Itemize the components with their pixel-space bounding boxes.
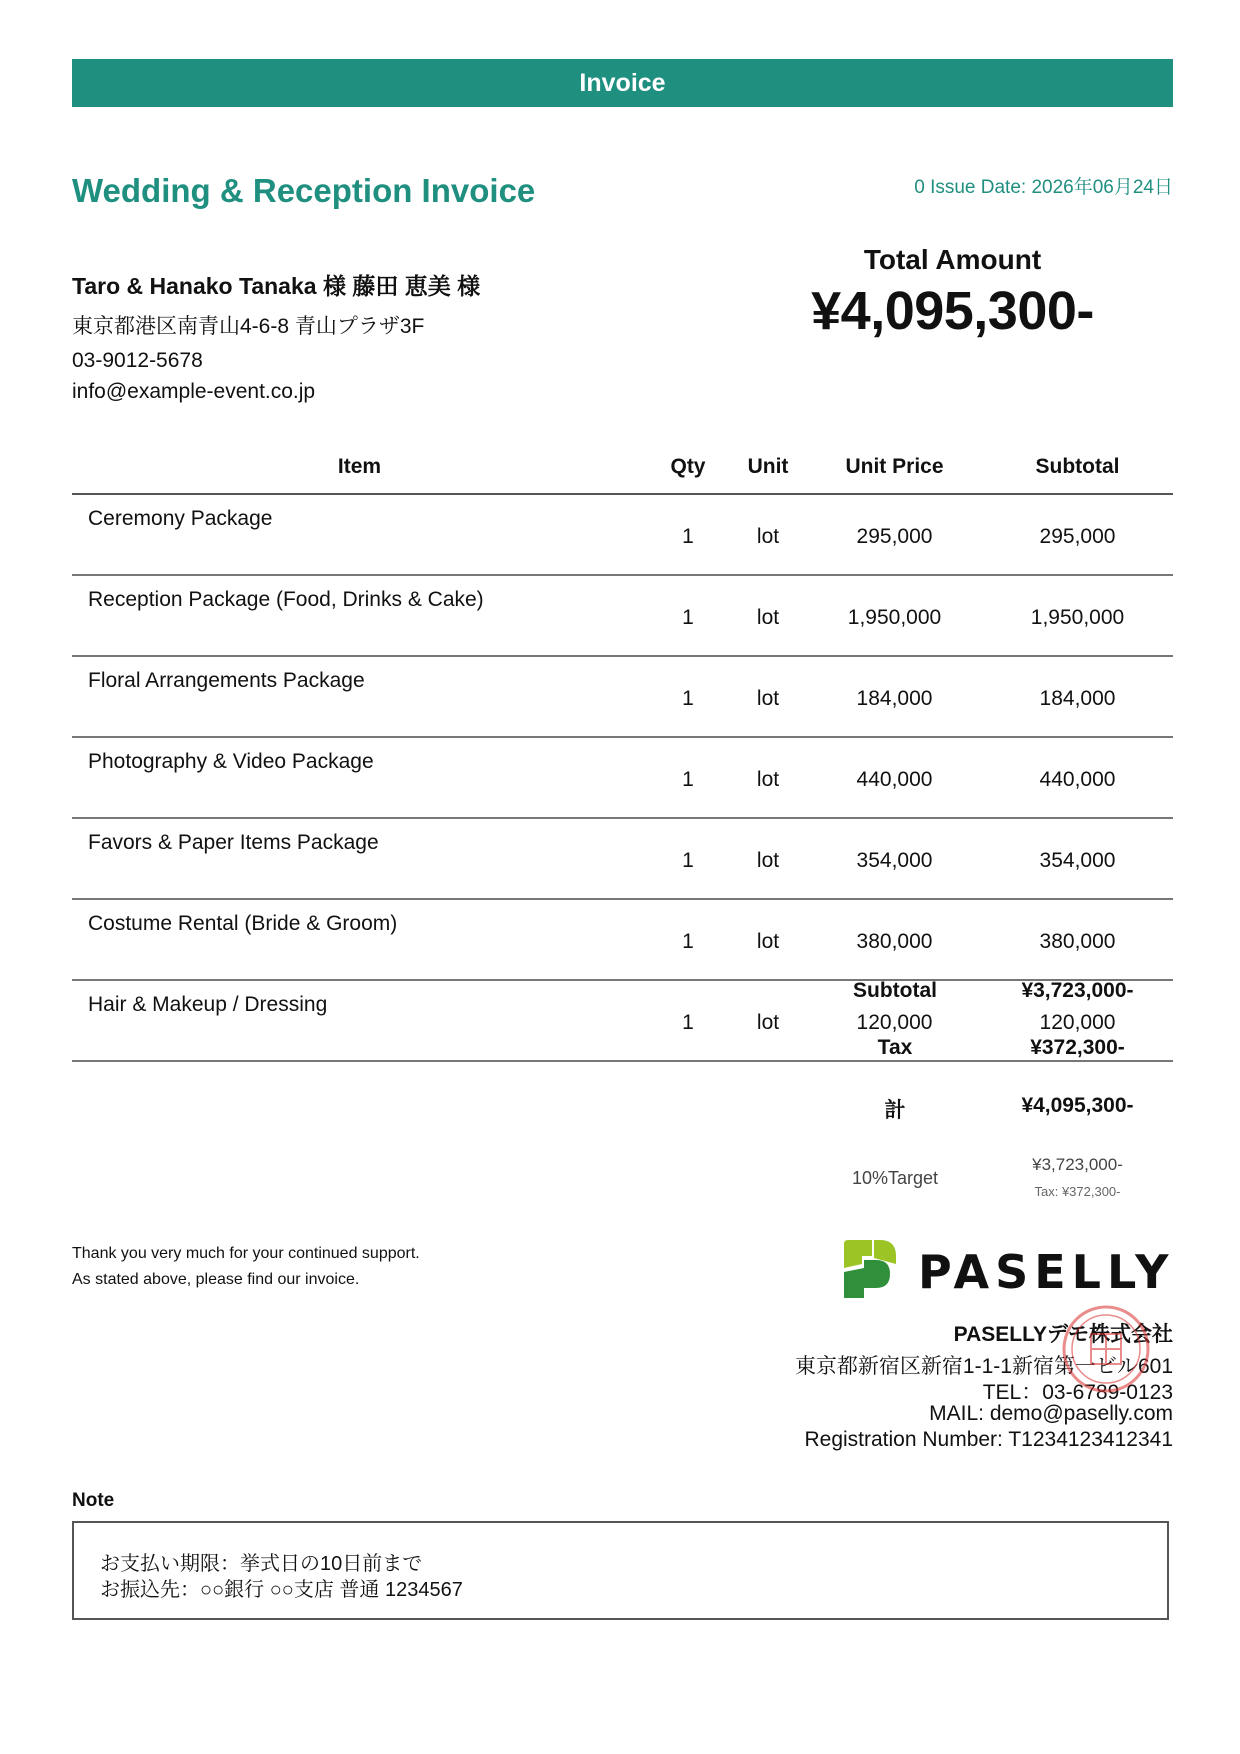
item-unit-price: 440,000 <box>807 737 982 818</box>
total-amount-label: Total Amount <box>863 244 1042 275</box>
item-unit: lot <box>729 575 807 656</box>
total-amount-value: ¥4,095,300- <box>811 281 1094 341</box>
client-phone: 03-9012-5678 <box>72 349 203 372</box>
paselly-logo-text: PASELLY <box>918 1245 1174 1299</box>
item-name: Favors & Paper Items Package <box>72 818 647 899</box>
tax-target-label: 10%Target <box>851 1168 939 1188</box>
table-row <box>72 818 1173 899</box>
item-unit: lot <box>729 656 807 737</box>
item-unit: lot <box>729 980 807 1061</box>
item-name: Hair & Makeup / Dressing <box>72 980 647 1061</box>
company-address: 東京都新宿区新宿1-1-1新宿第一ビル601 <box>794 1355 1173 1378</box>
tax-target-tax: Tax: ¥372,300- <box>1034 1184 1121 1199</box>
item-qty: 1 <box>647 494 729 575</box>
client-email: info@example-event.co.jp <box>72 380 316 403</box>
item-unit-price: 1,950,000 <box>807 575 982 656</box>
item-subtotal: 184,000 <box>982 656 1173 737</box>
invoice-banner <box>72 59 1173 107</box>
invoice-title: Wedding & Reception Invoice <box>72 172 536 209</box>
company-seal <box>1061 1304 1151 1394</box>
item-qty: 1 <box>647 818 729 899</box>
company-name: PASELLYデモ株式会社 <box>953 1323 1173 1346</box>
table-row <box>72 575 1173 656</box>
item-qty: 1 <box>647 980 729 1061</box>
item-qty: 1 <box>647 899 729 980</box>
header-item: Item <box>72 441 647 494</box>
total-amount-box <box>770 244 1135 342</box>
note-box <box>72 1521 1169 1620</box>
item-name: Reception Package (Food, Drinks & Cake) <box>72 575 647 656</box>
subtotal-value: ¥3,723,000- <box>1021 979 1134 1002</box>
item-unit: lot <box>729 737 807 818</box>
item-subtotal: 440,000 <box>982 737 1173 818</box>
thanks-line-1: Thank you very much for your continued support. <box>72 1245 420 1262</box>
item-name: Photography & Video Package <box>72 737 647 818</box>
company-registration: Registration Number: T1234123412341 <box>804 1428 1173 1451</box>
table-header-row <box>72 441 1173 494</box>
header-subtotal: Subtotal <box>982 441 1173 494</box>
table-row <box>72 899 1173 980</box>
item-unit-price: 380,000 <box>807 899 982 980</box>
item-qty: 1 <box>647 575 729 656</box>
table-row <box>72 656 1173 737</box>
tax-value: ¥372,300- <box>1030 1036 1125 1059</box>
item-subtotal: 380,000 <box>982 899 1173 980</box>
grand-total-label: 計 <box>884 1099 906 1122</box>
thanks-line-2: As stated above, please find our invoice. <box>72 1271 360 1288</box>
items-table <box>72 441 1173 1062</box>
paselly-logo <box>842 1238 1174 1300</box>
note-line-2: お振込先：○○銀行 ○○支店 普通 1234567 <box>100 1579 463 1601</box>
item-subtotal: 295,000 <box>982 494 1173 575</box>
header-unit: Unit <box>729 441 807 494</box>
item-unit-price: 120,000 <box>807 980 982 1061</box>
item-unit: lot <box>729 494 807 575</box>
grand-total-value: ¥4,095,300- <box>1021 1094 1134 1117</box>
banner-title: Invoice <box>579 68 666 97</box>
item-name: Costume Rental (Bride & Groom) <box>72 899 647 980</box>
item-subtotal: 120,000 <box>982 980 1173 1061</box>
item-unit: lot <box>729 818 807 899</box>
item-unit: lot <box>729 899 807 980</box>
table-row <box>72 494 1173 575</box>
item-qty: 1 <box>647 656 729 737</box>
header-qty: Qty <box>647 441 729 494</box>
company-tel: TEL：03-6789-0123 <box>982 1381 1173 1404</box>
tax-target-value: ¥3,723,000- <box>1032 1155 1123 1174</box>
item-name: Ceremony Package <box>72 494 647 575</box>
item-unit-price: 354,000 <box>807 818 982 899</box>
client-name: Taro & Hanako Tanaka 様 藤田 恵美 様 <box>72 273 481 299</box>
header-unit-price: Unit Price <box>807 441 982 494</box>
client-address: 東京都港区南青山4-6-8 青山プラザ3F <box>72 315 425 338</box>
company-mail: MAIL: demo@paselly.com <box>929 1402 1173 1425</box>
item-subtotal: 1,950,000 <box>982 575 1173 656</box>
issue-date: 0 Issue Date: 2026年06月24日 <box>914 177 1173 198</box>
item-qty: 1 <box>647 737 729 818</box>
thanks-message <box>72 1241 420 1293</box>
item-unit-price: 184,000 <box>807 656 982 737</box>
item-subtotal: 354,000 <box>982 818 1173 899</box>
item-unit-price: 295,000 <box>807 494 982 575</box>
note-title: Note <box>72 1490 115 1511</box>
subtotal-label: Subtotal <box>853 979 937 1002</box>
item-name: Floral Arrangements Package <box>72 656 647 737</box>
tax-label: Tax <box>877 1036 913 1059</box>
note-line-1: お支払い期限：挙式日の10日前まで <box>100 1553 423 1575</box>
table-row <box>72 737 1173 818</box>
